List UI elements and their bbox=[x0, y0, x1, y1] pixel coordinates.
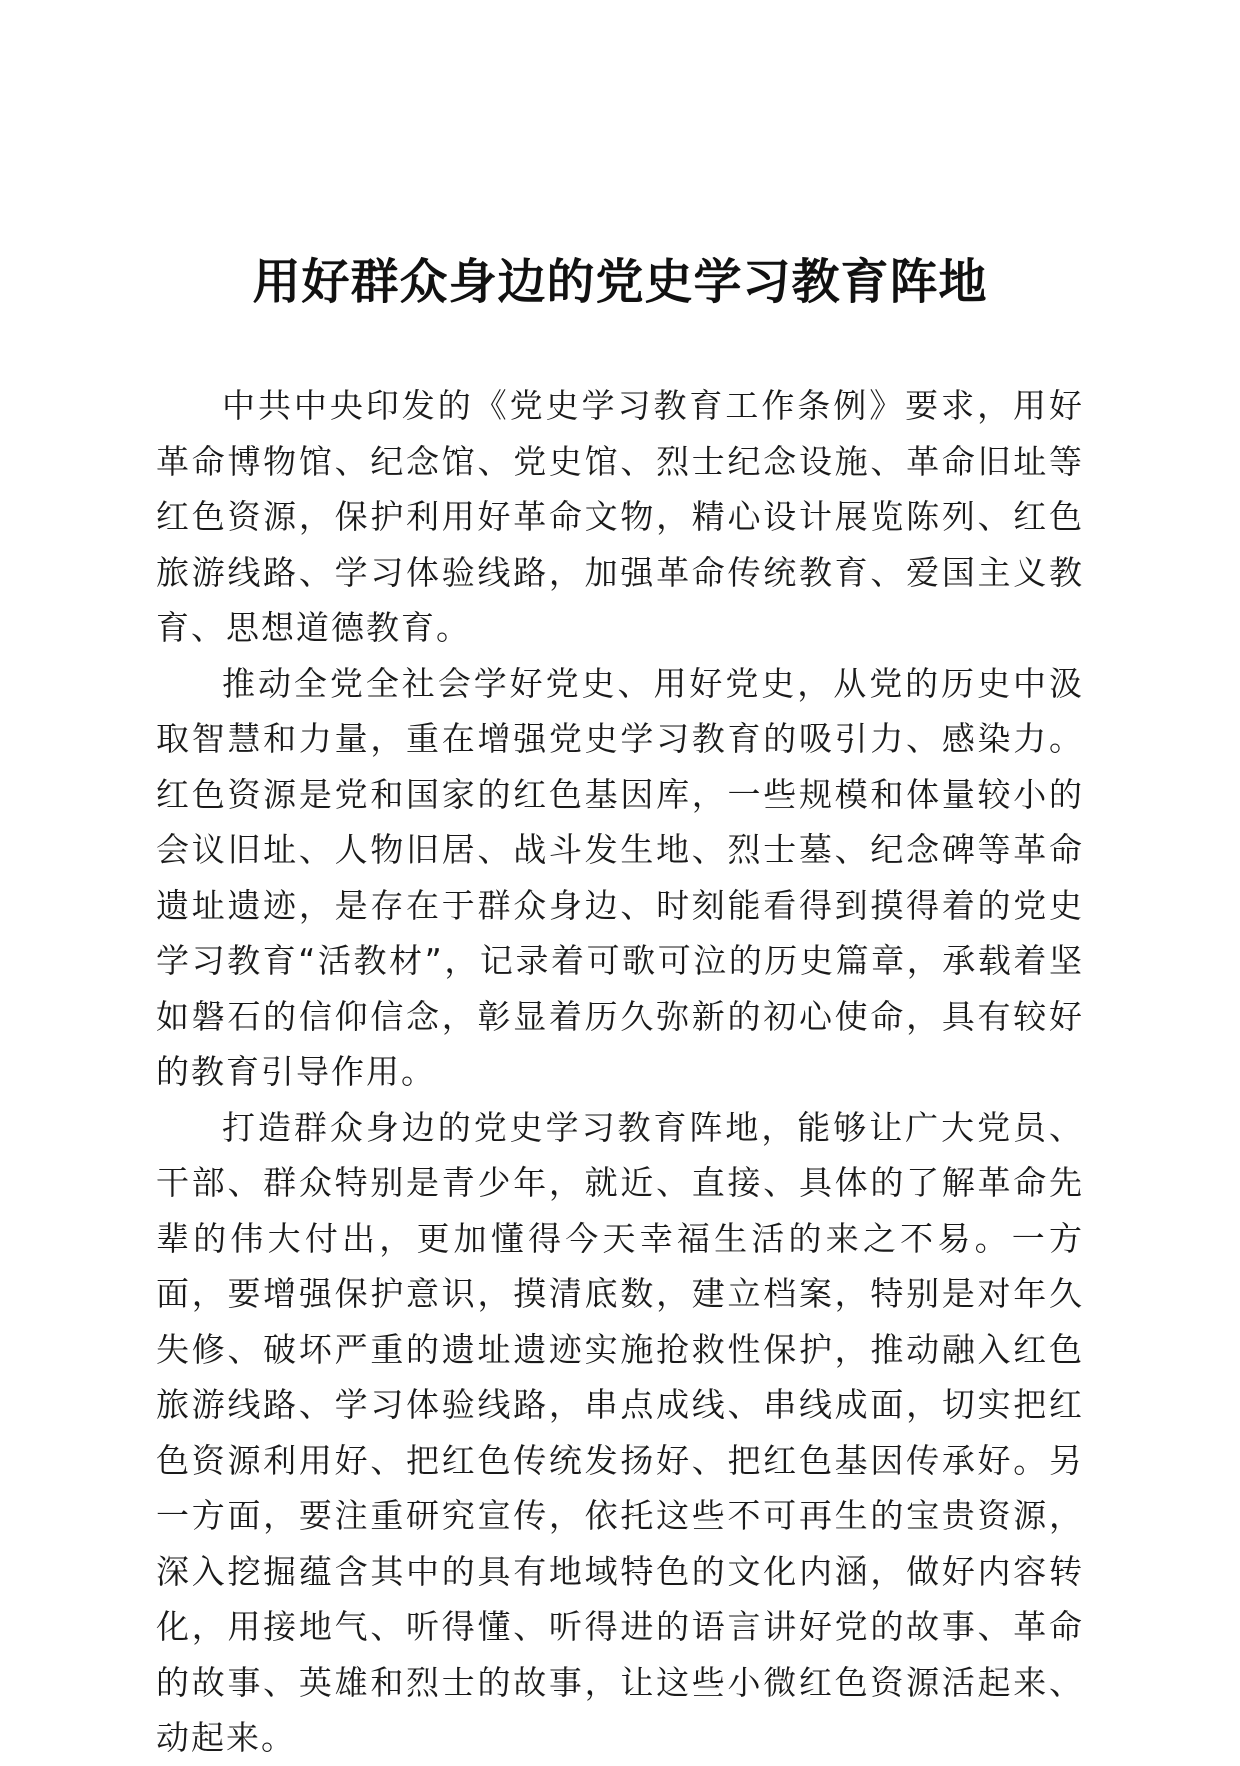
paragraph-2: 推动全党全社会学好党史、用好党史，从党的历史中汲取智慧和力量，重在增强党史学习教育的吸引力、感染力。红色资源是党和国家的红色基因库，一些规模和体量较小的会议旧址、人物旧居、战斗发生地、烈士墓、纪念碑等革命遗址遗迹，是存在于群众身边、时刻能看得到摸得着的党史学习教育“活教材”，记录着可歌可泣的历史篇章，承载着坚如磐石的信仰信念，彰显着历久弥新的初心使命，具有较好的教育引导作用。 bbox=[156, 663, 1084, 1091]
paragraph-3: 打造群众身边的党史学习教育阵地，能够让广大党员、干部、群众特别是青少年，就近、直接、具体的了解革命先辈的伟大付出，更加懂得今天幸福生活的来之不易。一方面，要增强保护意识，摸清底数，建立档案，特别是对年久失修、破坏严重的遗址遗迹实施抢救性保护，推动融入红色旅游线路、学习体验线路，串点成线、串线成面，切实把红色资源利用好、把红色传统发扬好、把红色基因传承好。另一方面，要注重研究宣传，依托这些不可再生的宝贵资源，深入挖掘蕴含其中的具有地域特色的文化内涵，做好内容转化，用接地气、听得懂、听得进的语言讲好党的故事、革命的故事、英雄和烈士的故事，让这些小微红色资源活起来、动起来。 bbox=[156, 1107, 1084, 1757]
paragraph-1: 中共中央印发的《党史学习教育工作条例》要求，用好革命博物馆、纪念馆、党史馆、烈士纪念设施、革命旧址等红色资源，保护利用好革命文物，精心设计展览陈列、红色旅游线路、学习体验线路，加强革命传统教育、爱国主义教育、思想道德教育。 bbox=[156, 386, 1084, 647]
document-body bbox=[156, 378, 1084, 1766]
page-title: 用好群众身边的党史学习教育阵地 bbox=[252, 254, 988, 310]
